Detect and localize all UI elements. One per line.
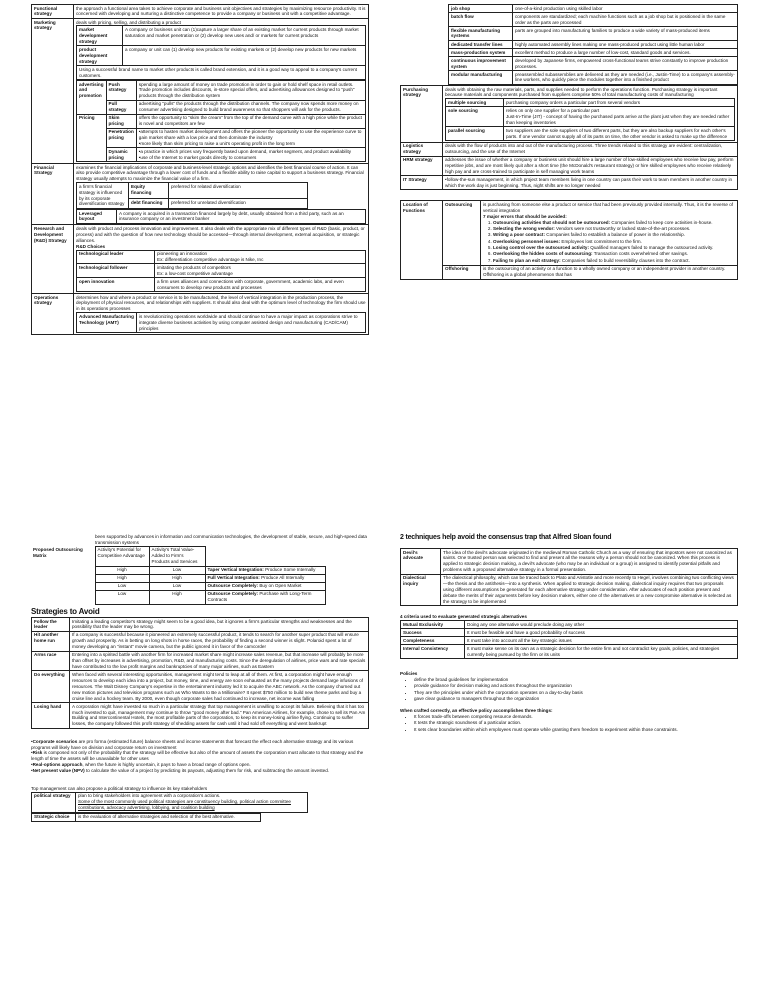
- matrix-cell: Low: [95, 590, 149, 604]
- equity-text: preferred for related diversification: [169, 183, 308, 199]
- adv-label: advertising and promotion: [77, 80, 107, 114]
- functional-text: the approach a functional area takes to achieve corporate and business unit objectives and strategies by maximizing resource productivity. It is concerned with developing and nurturing a distinctive competence to provide a company or business unit with a competitive advantage.: [74, 5, 369, 19]
- avoid-text: A corporation might have invested so much in a particular strategy that top management is unwilling to accept its failure. Believing that it has too much invested to quit, management may continue to throw "good money after bad." Pan American Airlines, for example, chose to sell its Pan Am Building and Intercontinental Hotels, the most profitable parts of the corporation, to keep its money-losing airline flying. Continuing to suffer losses, the company followed this profit strategy of shedding assets for cash until it had sold off everything and went bankrupt: [70, 703, 369, 729]
- mistake-item: 1. Outsourcing activities that should not be outsourced: Companies failed to keep core activities in-house.: [493, 220, 735, 226]
- mfg-text: highly automated assembly lines making one mass-produced product using little human labor: [513, 40, 738, 48]
- bottom-right-section: [400, 534, 738, 733]
- matrix-cell: Low: [149, 566, 205, 574]
- penetration-list: [136, 128, 365, 148]
- multiple-sourcing-label: multiple sourcing: [446, 99, 504, 107]
- parallel-sourcing-text: two suppliers are the sole suppliers of two different parts, but they are also backup suppliers for each other's parts. If one vendor cannot supply all of its parts on time, the other vendor is asked to make up the difference: [504, 127, 735, 141]
- matrix-result: Outsource Completely: Buy on Open Market: [205, 582, 325, 590]
- mfg-label: dedicated transfer lines: [449, 40, 513, 48]
- mfg-text: components are standardized; each machine functions such as a job shop but is positioned in the same order as the parts are processed: [513, 13, 738, 27]
- criteria-label: Internal Consistency: [401, 645, 465, 659]
- matrix-cell: High: [95, 566, 149, 574]
- debt-text: preferred for unrelated diversification: [169, 199, 308, 208]
- purchasing-content: [443, 85, 738, 142]
- scenario-item: •Corporate scenarios are pro forma (estimated future) balance sheets and income statements that forecast the effect each alternative strategy and its various programs will likely have on division and corporate return on investment: [31, 738, 354, 750]
- financial-content: [74, 164, 369, 225]
- devil-text: The idea of the devil's advocate originated in the medieval Roman Catholic Church as a way of ensuring that impostors were not canonized as saints. One trusted person was selected to find and present all the reasons why a person should not be canonized. When this process is applied to strategic decision making, a devil's advocate (who may be an individual or a group) is assigned to identify potential pitfalls and problems with a proposed alternative strategy in a formal presentation.: [441, 548, 738, 574]
- criteria-text: It must be feasible and have a good probability of success: [465, 629, 738, 637]
- policies-list2: [414, 714, 738, 733]
- purchasing-row: [401, 85, 738, 142]
- dynamic-item: •use of the Internet to market goods directly to consumers: [138, 154, 257, 160]
- marketing-intro: deals with pricing, selling, and distributing a product: [76, 19, 181, 25]
- mfg-label: flexible manufacturing systems: [449, 27, 513, 41]
- bottom-left-section: [31, 534, 369, 822]
- amt-label: Advanced Manufacturing Technology (AMT): [77, 313, 137, 333]
- pull-label: Pull strategy: [106, 100, 136, 114]
- rd-choices-title: R&D Choices: [76, 243, 106, 249]
- logistics-text: deals with the flow of products into and out of the manufacturing process. Three trends related to this strategy are evident: centralization, outsourcing, and the use of the Internet: [443, 142, 738, 156]
- marketing-row: [32, 18, 369, 163]
- market-dev-text: A company or business unit can (1)capture a larger share of an existing market for current products through market saturation and market penetration or (2) develop new uses and/ or markets for current products: [123, 26, 366, 46]
- location-label: Location of Functions: [401, 201, 443, 279]
- mfg-text: one-of-a-kind production using skilled labor: [513, 5, 738, 13]
- matrix-result: Full Vertical Integration: Produce All Internally: [205, 574, 325, 582]
- open-innovation-label: open innovation: [77, 278, 155, 292]
- mfg-label: continuous improvement system: [449, 57, 513, 71]
- political-intro: Top management can also propose a political strategy to influence its key stakeholders: [31, 785, 208, 791]
- devil-label: Devil's advocate: [401, 548, 441, 574]
- market-dev-label: market development strategy: [77, 26, 123, 46]
- matrix-cell: High: [95, 574, 149, 582]
- policies-title: Policies: [400, 671, 418, 677]
- criteria-label: Mutual Exclusivity: [401, 621, 465, 629]
- financial-text: examines the financial implications of corporate and business-level strategic options and identifies the best financial course of action. It can also provide competitive advantage through a lower cost of funds and a flexible ability to raise capital to support a business strategy. Financial strategy usually attempts to maximize the financial value of a firm.: [76, 164, 364, 182]
- avoid-text: When faced with several interesting opportunities, management might tend to leap at all of them. At first, a corporation might have enough resources to develop each idea into a project, but money, time, and energy are soon exhausted as the many projects demand large infusions of resources. The Walt Disney Company's expertise in the entertainment industry led it to acquire the ABC network. As the company churned out new motion pictures and television programs such as Who Wants to Be a Millionaire? It spent $750 million to build new theme parks and buy a cruise line and a hockey team. By 2000, even though corporate sales had continued to increase, net income was falling: [70, 671, 369, 703]
- outsourcing-label: Outsourcing: [443, 201, 481, 265]
- mistake-item: 6. Overlooking the hidden costs of outsourcing: Transaction costs overwhelmed other savings.: [493, 251, 735, 257]
- avoid-label: Follow the leader: [32, 617, 70, 631]
- pull-text: advertising "pulls" the products through the distribution channels. The company now spends more money on consumer advertising designed to build brand awareness so that shoppers will ask for the products.: [136, 100, 365, 114]
- mfg-label: batch flow: [449, 13, 513, 27]
- mfg-text: developed by Japanese firms, empowered cross-functional teams strive constantly to improve production processes.: [513, 57, 738, 71]
- skim-text: offers the opportunity to "skim the cream" from the top of the demand curve with a high price while the product is novel and competitors are few: [136, 114, 365, 128]
- penetration-item: •attempts to hasten market development and offers the pioneer the opportunity to use the experience curve to gain market share with a low price and then dominate the industry: [138, 129, 362, 141]
- mistakes-title: 7 major errors that should be avoided:: [483, 213, 567, 219]
- criteria-label: Success: [401, 629, 465, 637]
- rd-row: [32, 225, 369, 294]
- scenario-item: •Net present value (NPV) to calculate the value of a project by predicting its payouts, adjusting them for risk, and subtracting the amount invested.: [31, 768, 330, 774]
- choice-label: Strategic choice: [32, 813, 76, 821]
- offshoring-text: is the outsourcing of an activity or a function to a wholly owned company or an independent provider in another country. Offshoring is a global phenomenon that has: [481, 265, 738, 279]
- matrix-cell: Low: [95, 582, 149, 590]
- amt-text: is revolutionizing operations worldwide and should continue to have a major impact as corporations strive to integrate diverse business activities by using computer assisted design and manufacturing (CAD/CAM) principles: [137, 313, 366, 333]
- penetration-item: •more likely than skim pricing to raise a unit's operating profit in the long term: [138, 141, 295, 146]
- product-dev-label: product development strategy: [77, 46, 123, 66]
- sole-sourcing-text: relies on only one supplier for a particular part Just-In-Time (JIT) - concept of having the purchased parts arrive at the plant just when they are needed rather than keeping inventories: [504, 107, 735, 127]
- rd-label: Research and Development (R&D) Strategy: [32, 225, 74, 294]
- scenarios-list: [31, 739, 369, 774]
- policies-list: [414, 677, 738, 702]
- open-innovation-text: a firm uses alliances and connections with corporate, government, academic labs, and even consumers to develop new products and processes: [155, 278, 366, 292]
- operations-label: Operations strategy: [32, 293, 74, 334]
- mfg-text: preassembled subassemblies are delivered as they are needed (i.e., Justin-Time) to a company's assembly-line workers, who quickly piece the modules together into a finished product: [513, 71, 738, 85]
- mfg-label: mass-production system: [449, 49, 513, 57]
- rd-content: [74, 225, 369, 294]
- avoid-label: Losing hand: [32, 703, 70, 729]
- policy-item: • gave clear guidance to managers throughout the organization: [414, 696, 738, 702]
- outsourcing-content: [481, 201, 738, 265]
- dynamic-label: Dynamic pricing: [106, 148, 136, 162]
- avoid-label: Arms race: [32, 651, 70, 671]
- pricing-label: Pricing: [77, 114, 107, 162]
- matrix-cell: High: [149, 590, 205, 604]
- political-text: plan to bring stakeholders into agreement with a corporation's actions. Some of the most commonly used political strategies are constituency building, political action committee contributions, advocacy advertising, lobbying, and coalition building: [76, 792, 308, 812]
- lbo-label: Leveraged buyout: [77, 209, 117, 223]
- matrix-header: Activity's Potential for Competitive Advantage: [95, 546, 149, 566]
- operations-row: [32, 293, 369, 334]
- avoid-text: Entering into a spirited battle with another firm for increased market share might increase sales revenue, but that increase will probably be more than offset by increases in advertising, promotion, R&D, and manufacturing costs. Since the deregulation of airlines, price wars and rate specials have contributed to the low profit margins and bankruptcies of many major airlines, such as Eastern: [70, 651, 369, 671]
- matrix-label: Proposed Outsourcing Matrix: [33, 546, 83, 558]
- tech-leader-text: pioneering an innovation Ex: differentiation competitive advantage is Nike, Inc: [155, 250, 366, 264]
- push-label: Push strategy: [106, 80, 136, 100]
- operations-content: [74, 293, 369, 334]
- policy-item: • provide guidance for decision making and actions throughout the organization: [414, 683, 738, 689]
- criteria-text: Doing any one alternative would preclude doing any other: [465, 621, 738, 629]
- mistake-item: 5. Losing control over the outsourced activity: Qualified managers failed to manage the outsourced activity.: [493, 245, 735, 251]
- avoid-label: Do everything: [32, 671, 70, 703]
- lbo-text: A company is acquired in a transaction financed largely by debt, usually obtained from a third party, such as an insurance company or an investment banker: [117, 209, 366, 223]
- logistics-label: Logistics strategy: [401, 142, 443, 156]
- financial-label: Financial Strategy: [32, 164, 74, 225]
- brand-extension: Using a successful brand name to market other products is called brand extension, and it is a good way to appeal to a company's current customers.: [77, 66, 366, 80]
- offshoring-label: Offshoring: [443, 265, 481, 279]
- mistake-item: 4. Overlooking personnel issues: Employees lost commitment to the firm.: [493, 239, 735, 245]
- outsourcing-text: is purchasing from someone else a product or service that had been previously provided internally. Thus, it is the reverse of vertical integration: [483, 201, 734, 213]
- purchasing-label: Purchasing strategy: [401, 85, 443, 142]
- mfg-text: excellent method to produce a large number of low-cost, standard goods and services.: [513, 49, 738, 57]
- policies-title2: When crafted correctly, an effective policy accomplishes three things:: [400, 708, 553, 714]
- it-text: •follow-the-sun management, in which project team members living in one country can pass their work to team members in another country in which the work day is just beginning. Thus, night shifts are no longer needed: [443, 176, 738, 190]
- purchasing-text: deals with obtaining the raw materials, parts, and supplies needed to perform the operations function. Purchasing strategy is important because materials and components purchased from suppliers comprise 50% of total manufacturing costs of manufacturing: [445, 86, 718, 98]
- equity-label: Equity financing: [129, 183, 169, 199]
- marketing-content: [74, 18, 369, 163]
- mistakes-list: [493, 220, 735, 264]
- top-left-section: [31, 4, 369, 335]
- criteria-text: It must take into account all the key strategic issues: [465, 637, 738, 645]
- scenario-item: •Real-options approach, when the future is highly uncertain, it pays to have a broad range of options open.: [31, 762, 251, 768]
- dynamic-list: [136, 148, 365, 162]
- financial-firm-text: a firm's financial strategy is influenced by its corporate diversification strategy: [77, 183, 129, 209]
- avoid-label: Hit another home run: [32, 631, 70, 651]
- mfg-label: job shop: [449, 5, 513, 13]
- rd-text: deals with product and process innovation and improvement. It also deals with the appropriate mix of different types of R&D (basic, product, or process) and with the question of how new technology should be accessed—through internal development, external acquisition, or strategic alliances.: [76, 226, 365, 243]
- operations-text: determines how and where a product or service is to be manufactured, the level of vertical integration in the production process, the deployment of physical resources, and relationships with suppliers. It should also deal with the optimum level of technology the firm should use in its operations processes: [76, 294, 366, 312]
- tech-follower-label: technological follower: [77, 264, 155, 278]
- product-dev-text: a company or unit can (1) develop new products for existing markets or (2) develop new products for new markets: [123, 46, 366, 66]
- multiple-sourcing-text: purchasing company orders a particular part from several vendors: [504, 99, 735, 107]
- policy-item: • It sets clear boundaries within which employees must operate while granting them freedom to experiment within those constraints.: [414, 727, 738, 733]
- debt-label: debt financing: [129, 199, 169, 208]
- mistake-item: 2. Selecting the wrong vendor: Vendors were not trustworthy or lacked state-of-the-art processes.: [493, 226, 735, 232]
- criteria-title: 4 criteria used to evaluate generated strategic alternatives: [400, 614, 527, 620]
- dialectical-text: The dialectical philosophy, which can be traced back to Plato and Aristotle and more recently to Hegel, involves combining two conflicting views—the thesis and the antithesis—into a synthesis. When applied to strategic decision making, dialectical inquiry requires that two proposals using different assumptions be generated for each alternative strategy under consideration. After advocates of each position present and debate the merits of their arguments before key decision makers, either one of the alternatives or a new compromise alternative is selected as the strategy to be implemented: [441, 574, 738, 606]
- avoid-text: If a company is successful because it pioneered an extremely successful product, it tends to search for another super product that will ensure growth and prosperity. As in betting on long shots in horse races, the probability of finding a second winner is slight. Polaroid spent a lot of money developing an "instant" movie camera, but the public ignored it in favor of the camcorder: [70, 631, 369, 651]
- hrm-row: [401, 156, 738, 176]
- logistics-row: [401, 142, 738, 156]
- top-right-section: [400, 4, 738, 280]
- dynamic-item: •a practice in which prices vary frequently based upon demand, market segment, and product availability: [138, 149, 352, 155]
- matrix-result: Taper Vertical Integration: Produce Some Internally: [205, 566, 325, 574]
- marketing-label: Marketing strategy: [32, 18, 74, 163]
- matrix-intro: been supported by advances in information and communication technologies, the development of stable, secure, and high-speed data transmission systems: [95, 534, 367, 545]
- tech-leader-label: technological leader: [77, 250, 155, 264]
- functional-label: Functional strategy: [32, 5, 74, 19]
- push-text: spending a large amount of money on trade promotion in order to gain or hold shelf space in retail outlets. Trade promotion includes discounts, in-store special offers, and advertising allowances designed to "push" products through the distribution system: [136, 80, 365, 100]
- techniques-title: 2 techniques help avoid the consensus trap that Alfred Sloan found: [400, 534, 612, 541]
- it-label: IT Strategy: [401, 176, 443, 190]
- policy-item: • define the broad guidelines for implementation: [414, 677, 738, 683]
- skim-label: Skim pricing: [106, 114, 136, 128]
- choice-text: is the evaluation of alternative strategies and selection of the best alternative.: [76, 813, 261, 821]
- functional-row: [32, 5, 369, 19]
- mfg-text: parts are grouped into manufacturing families to produce a wide variety of mass-produced items: [513, 27, 738, 41]
- tech-follower-text: imitating the products of competitors Ex: a low-cost competitive advantage: [155, 264, 366, 278]
- penetration-label: Penetration pricing: [106, 128, 136, 148]
- mfg-label: modular manufacturing: [449, 71, 513, 85]
- policy-item: • It forces trade-offs between competing resource demands.: [414, 714, 738, 720]
- avoid-text: Imitating a leading competitor's strategy might seem to be a good idea, but it ignores a firm's particular strengths and weaknesses and the possibility that the leader may be wrong.: [70, 617, 369, 631]
- scenario-item: •Risk is composed not only of the probability that the strategy will be effective but also of the amount of assets the corporation must allocate to that strategy and the length of time the assets will be unavailable for other uses: [31, 750, 364, 762]
- criteria-label: Completeness: [401, 637, 465, 645]
- mistake-item: 7. Failing to plan an exit strategy: Companies failed to build reversibility clauses into the contract.: [493, 258, 735, 264]
- mistake-item: 3. Writing a poor contract: Companies failed to establish a balance of power in the relationship.: [493, 232, 735, 238]
- policy-item: • It tests the strategic soundness of a particular action.: [414, 720, 738, 726]
- matrix-header: Activity's Total Value-Added to Firm's Products and Services: [149, 546, 205, 566]
- criteria-text: It must make sense on its own as a strategic decision for the entire firm and not contradict key goals, policies, and strategies currently being pursued by the firm or its units: [465, 645, 738, 659]
- dialectical-label: Dialectical inquiry: [401, 574, 441, 606]
- sole-sourcing-label: sole sourcing: [446, 107, 504, 127]
- matrix-cell: High: [149, 574, 205, 582]
- hrm-text: addresses the issue of whether a company or business unit should hire a large number of low-skilled employees who receive low pay, perform repetitive jobs, and are most likely quit after a short time (the McDonald's restaurant strategy) or hire skilled employees who receive relatively high pay and are cross-trained to participate in self managing work teams: [443, 156, 738, 176]
- policy-item: • They are the principles under which the corporation operates on a day-to-day basis: [414, 690, 738, 696]
- avoid-title: Strategies to Avoid: [31, 606, 100, 616]
- matrix-result: Outsource Completely: Purchase with Long-Term Contracts: [205, 590, 325, 604]
- political-label: political strategy: [32, 792, 76, 812]
- financial-row: [32, 164, 369, 225]
- parallel-sourcing-label: parallel sourcing: [446, 127, 504, 141]
- matrix-cell: Low: [149, 582, 205, 590]
- it-row: [401, 176, 738, 190]
- hrm-label: HRM strategy: [401, 156, 443, 176]
